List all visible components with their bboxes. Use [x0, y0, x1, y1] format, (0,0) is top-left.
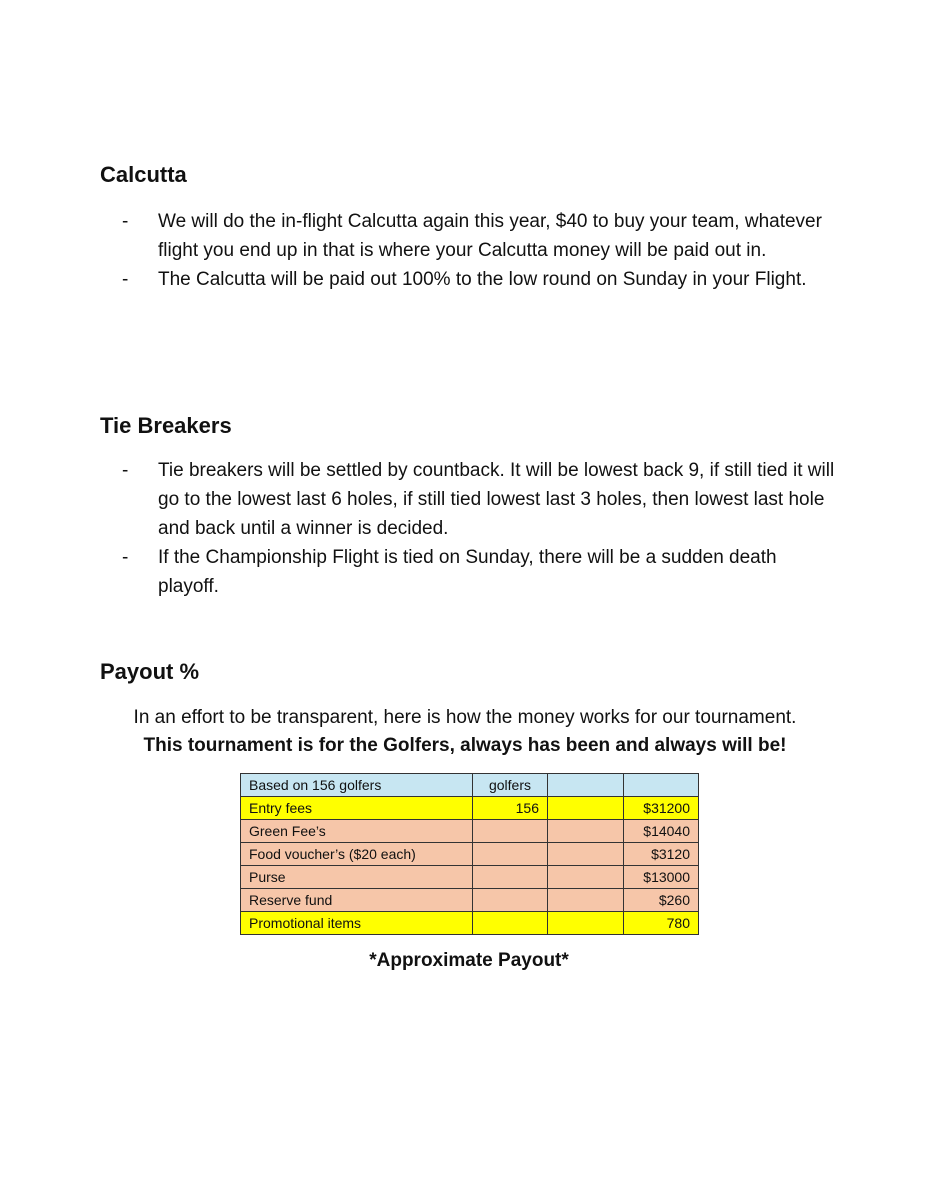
row-amount: $14040 [624, 820, 699, 843]
row-extra [548, 866, 624, 889]
row-amount: $31200 [624, 797, 699, 820]
header-cell [548, 774, 624, 797]
row-label: Purse [241, 866, 473, 889]
table-row [241, 866, 699, 889]
payout-caption: *Approximate Payout* [369, 950, 569, 971]
list-item [122, 265, 842, 294]
row-label: Green Fee’s [241, 820, 473, 843]
bullet-dash: - [122, 211, 129, 232]
calcutta-bullet-text: We will do the in-flight Calcutta again this year, $40 to buy your team, whatever flight you end up in that is where your Calcutta money will be paid out in. [158, 211, 822, 261]
row-label: Reserve fund [241, 889, 473, 912]
payout-intro: In an effort to be transparent, here is how the money works for our tournament. [133, 707, 797, 728]
tie-breakers-bullet-list [122, 456, 842, 601]
row-extra [548, 889, 624, 912]
row-golfers [473, 912, 548, 935]
row-amount: $3120 [624, 843, 699, 866]
row-label: Food voucher’s ($20 each) [241, 843, 473, 866]
list-item [122, 456, 842, 543]
bullet-dash: - [122, 460, 129, 481]
list-item [122, 207, 842, 265]
row-golfers: 156 [473, 797, 548, 820]
table-row [241, 889, 699, 912]
calcutta-heading: Calcutta [100, 162, 187, 187]
calcutta-bullet-text: The Calcutta will be paid out 100% to the low round on Sunday in your Flight. [158, 269, 807, 290]
table-row [241, 797, 699, 820]
row-label: Promotional items [241, 912, 473, 935]
row-extra [548, 797, 624, 820]
payout-heading: Payout % [100, 659, 200, 684]
row-extra [548, 843, 624, 866]
row-golfers [473, 866, 548, 889]
row-amount: $260 [624, 889, 699, 912]
tie-breakers-bullet-text: If the Championship Flight is tied on Sunday, there will be a sudden death playoff. [158, 547, 777, 597]
table-header-row [241, 774, 699, 797]
table-row [241, 912, 699, 935]
payout-tagline: This tournament is for the Golfers, always has been and always will be! [143, 735, 787, 756]
bullet-dash: - [122, 547, 129, 568]
row-label: Entry fees [241, 797, 473, 820]
bullet-dash: - [122, 269, 129, 290]
row-golfers [473, 820, 548, 843]
calcutta-bullet-list [122, 207, 842, 294]
list-item [122, 543, 842, 601]
table-row [241, 820, 699, 843]
header-cell [624, 774, 699, 797]
row-amount: $13000 [624, 866, 699, 889]
header-cell: golfers [473, 774, 548, 797]
payout-table [240, 773, 699, 935]
tie-breakers-heading: Tie Breakers [100, 413, 232, 438]
row-golfers [473, 889, 548, 912]
row-amount: 780 [624, 912, 699, 935]
table-row [241, 843, 699, 866]
header-cell: Based on 156 golfers [241, 774, 473, 797]
tie-breakers-bullet-text: Tie breakers will be settled by countback. It will be lowest back 9, if still tied it will go to the lowest last 6 holes, if still tied lowest last 3 holes, then lowest last hole and back until a winner is decided. [158, 460, 835, 539]
row-extra [548, 912, 624, 935]
row-extra [548, 820, 624, 843]
row-golfers [473, 843, 548, 866]
